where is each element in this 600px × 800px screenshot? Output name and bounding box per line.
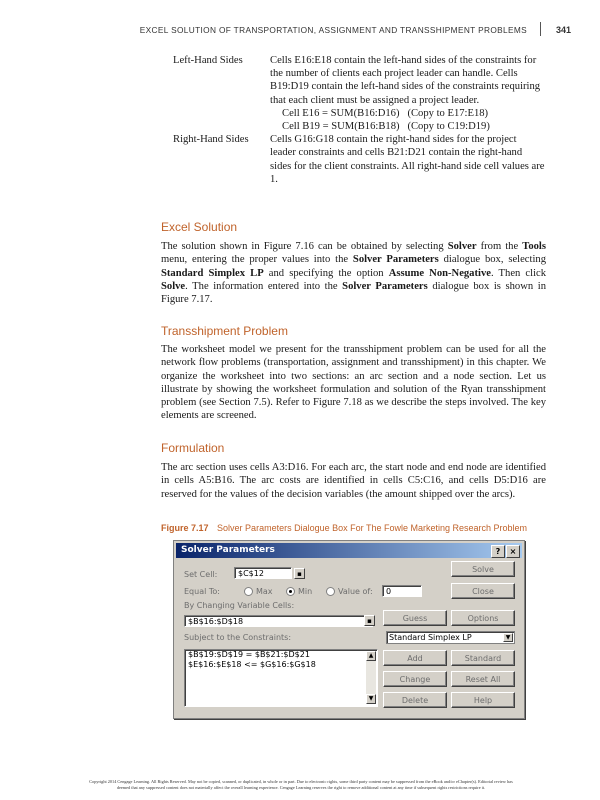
change-button[interactable]: Change [383,671,447,687]
figure-title: Solver Parameters Dialogue Box For The Fowle Marketing Research Problem [217,523,528,533]
equal-to-label: Equal To: [184,587,220,596]
footer-line: Copyright 2014 Cengage Learning. All Rights Reserved. May not be copied, scanned, or duplicated, in whole or in part. Due to electronic rights, some third party content may be suppressed from the eBook and/or eChapter(s). Editorial review has [89,779,513,784]
scroll-down-icon[interactable]: ▼ [366,694,376,704]
delete-button[interactable]: Delete [383,692,447,708]
footer-line: deemed that any suppressed content does not materially affect the overall learning experience. Cengage Learning reserves the right to remove additional content at any time if subsequent rights restrictions require it. [116,785,486,790]
standard-button[interactable]: Standard [451,650,515,666]
help-button[interactable]: Help [451,692,515,708]
definition-text: Cells G16:G18 contain the right-hand sides for the project leader constraints and cells B21:D21 contain the right-hand sides for the client constraints. All right-hand side cell values are 1. [270,134,545,185]
value-of-input[interactable]: 0 [382,585,422,597]
radio-min-label: Min [298,587,313,596]
copyright-footer [36,779,566,791]
scrollbar[interactable] [366,651,376,704]
close-button[interactable]: Close [451,583,515,599]
options-button[interactable]: Options [451,610,515,626]
radio-value-of[interactable] [326,587,335,596]
radio-max-label: Max [256,587,273,596]
dialog-title: Solver Parameters [181,545,275,555]
running-head [0,25,600,39]
chevron-down-icon[interactable]: ▼ [503,633,513,642]
definition-left-hand-sides [173,54,553,133]
collapse-dialog-icon[interactable]: ▪ [294,568,305,579]
radio-min[interactable] [286,587,295,596]
radio-value-of-label: Value of: [338,587,373,596]
by-changing-label: By Changing Variable Cells: [184,601,295,610]
definition-text: Cells E16:E18 contain the left-hand sides of the constraints for the number of clients each project leader can handle. Cells B19:D19 contain the left-hand sides of the constraints requiring that each client must be assigned a project leader. [270,55,541,106]
subject-to-label: Subject to the Constraints: [184,633,292,642]
list-item[interactable]: $B$19:$D$19 = $B$21:$D$21 [188,650,310,659]
radio-max[interactable] [244,587,253,596]
reset-all-button[interactable]: Reset All [451,671,515,687]
solving-method-select[interactable] [386,631,515,644]
heading-excel-solution: Excel Solution [161,220,238,234]
close-icon[interactable]: × [506,545,520,558]
paragraph-transshipment: The worksheet model we present for the transshipment problem can be used for all the network flow problems (transportation, assignment and transshipment) in this chapter. We organize the worksheet into two sections: an arc section and a node section. Let us illustrate by showing the worksheet formulation and solution of the Ryan transshipment problem (see Section 7.5). Refer to Figure 7.18 as we describe the steps involved. The key elements are screened. [161,344,546,422]
scroll-up-icon[interactable]: ▲ [366,651,376,661]
solve-button[interactable]: Solve [451,561,515,577]
set-cell-input[interactable]: $C$12 [234,567,292,579]
changing-cells-input[interactable]: $B$16:$D$18 [184,615,373,627]
definition-term: Left-Hand Sides [173,55,243,66]
paragraph-excel-solution: The solution shown in Figure 7.16 can be obtained by selecting Solver from the Tools menu, entering the proper values into the Solver Parameters dialogue box, selecting Standard Simplex LP and specifying the option Assume Non-Negative. Then click Solve. The information entered into the Solver Parameters dialogue box is shown in Figure 7.17. [161,241,547,306]
help-icon[interactable]: ? [491,545,505,558]
running-head-title: EXCEL SOLUTION OF TRANSPORTATION, ASSIGNMENT AND TRANSSHIPMENT PROBLEMS [139,25,527,35]
formula-line: Cell B19 = SUM(B16:B18) (Copy to C19:D19) [282,121,490,133]
definition-right-hand-sides [173,133,553,186]
page-number: 341 [556,25,572,35]
definition-list [173,54,553,186]
paragraph-formulation: The arc section uses cells A3:D16. For each arc, the start node and end node are identified in cells A5:B16. The arc costs are identified in cells C5:C16, and cells D5:D16 are reserved for the values of the decision variables (the amount shipped over the arcs). [161,462,546,500]
definition-term: Right-Hand Sides [173,134,249,146]
list-item[interactable]: $E$16:$E$18 <= $G$16:$G$18 [188,660,316,669]
add-button[interactable]: Add [383,650,447,666]
dialog-title-bar[interactable] [176,543,522,558]
guess-button[interactable]: Guess [383,610,447,626]
formula-line: Cell E16 = SUM(B16:D16) (Copy to E17:E18) [282,107,489,119]
figure-number: Figure 7.17 [161,523,209,533]
constraints-list[interactable] [184,649,378,707]
heading-transshipment: Transshipment Problem [161,324,288,338]
solving-method-value: Standard Simplex LP [389,633,472,642]
collapse-dialog-icon[interactable]: ▪ [364,615,375,626]
solver-parameters-dialog [173,540,525,719]
running-head-divider [540,22,541,36]
set-cell-label: Set Cell: [184,570,218,579]
heading-formulation: Formulation [161,441,225,455]
figure-caption [161,523,527,533]
